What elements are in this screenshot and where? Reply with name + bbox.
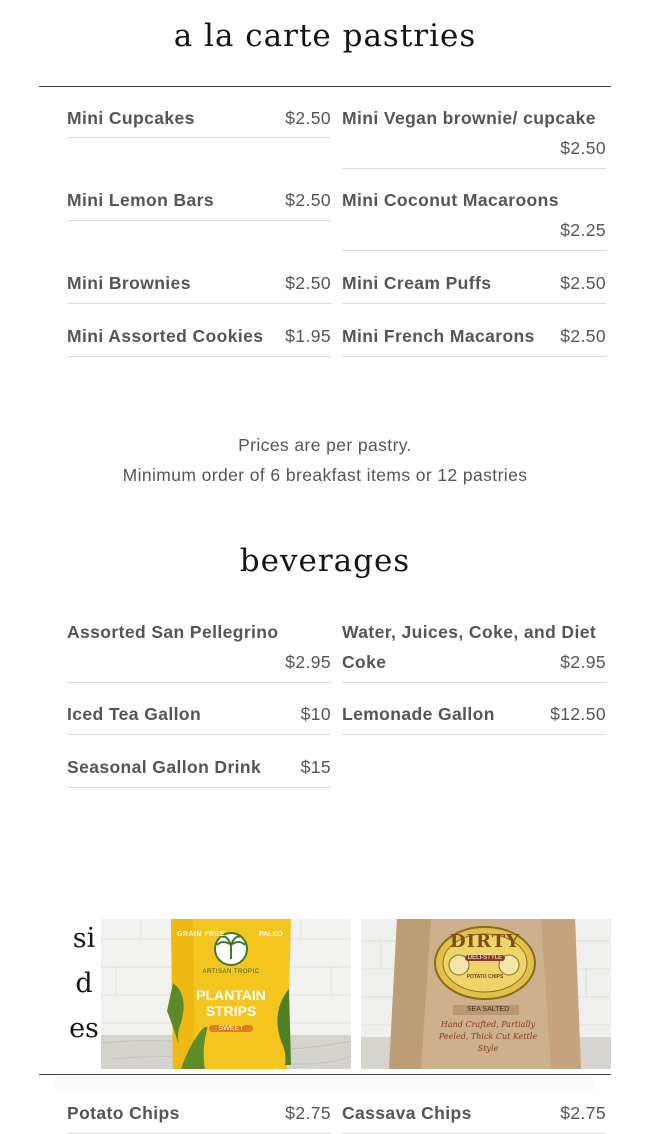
item-price: $2.95 <box>285 652 331 672</box>
menu-item-water-juices-coke <box>342 617 606 683</box>
pastries-divider <box>39 86 611 87</box>
item-price: $10 <box>300 704 331 724</box>
item-price: $2.50 <box>285 190 331 210</box>
menu-item-mini-french-macarons <box>342 321 606 357</box>
item-name: Mini Lemon Bars <box>67 190 214 210</box>
bag-product-name: POTATO CHIPS <box>466 974 504 980</box>
item-name: Lemonade Gallon <box>342 704 495 724</box>
bag-brand: DIRTY <box>450 931 520 952</box>
sides-divider <box>39 1074 611 1075</box>
item-name: Cassava Chips <box>342 1103 472 1123</box>
item-name: Mini Assorted Cookies <box>67 326 264 346</box>
bag-flavor: SWEET <box>209 1025 253 1032</box>
menu-item-mini-lemon-bars <box>67 185 331 221</box>
item-price: $2.75 <box>560 1103 606 1123</box>
item-name: Mini Vegan brownie/ cupcake <box>342 108 596 128</box>
bag-tag-paleo: PALEO <box>259 931 283 938</box>
item-price: $1.95 <box>285 326 331 346</box>
item-name: Mini Coconut Macaroons <box>342 190 559 210</box>
item-price: $15 <box>300 757 331 777</box>
bag-tag-grain-free: GRAIN FREE <box>177 931 226 938</box>
bag-product-name: PLANTAIN STRIPS <box>196 987 266 1019</box>
item-name: Potato Chips <box>67 1103 180 1123</box>
menu-item-mini-coconut-macaroons <box>342 185 606 251</box>
menu-item-mini-vegan-brownie-cupcake <box>342 103 606 169</box>
item-name: Assorted San Pellegrino <box>67 622 279 642</box>
pastries-heading: a la carte pastries <box>173 18 477 54</box>
menu-item-lemonade-gallon <box>342 699 606 735</box>
item-name: Seasonal Gallon Drink <box>67 757 262 777</box>
bag-tagline: Hand Crafted, Partially Peeled, Thick Cut Kettle Style <box>438 1020 538 1053</box>
item-price: $2.50 <box>560 326 606 346</box>
menu-item-potato-chips <box>67 1098 331 1134</box>
item-name: Iced Tea Gallon <box>67 704 202 724</box>
item-name: Mini Brownies <box>67 273 191 293</box>
bag-style: DELI-STYLE <box>465 955 505 961</box>
sides-heading <box>66 916 102 1051</box>
menu-item-iced-tea-gallon <box>67 699 331 735</box>
beverages-heading: beverages <box>239 543 411 579</box>
menu-item-mini-assorted-cookies <box>67 321 331 357</box>
bag-brand: ARTISAN TROPIC <box>202 969 260 975</box>
item-price: $2.50 <box>285 273 331 293</box>
item-name: Mini French Macarons <box>342 326 535 346</box>
item-price: $2.50 <box>560 273 606 293</box>
item-name: Mini Cupcakes <box>67 108 195 128</box>
potato-chips-photo <box>361 919 611 1069</box>
sides-heading-part-1: si <box>72 923 96 954</box>
menu-item-cassava-chips <box>342 1098 606 1134</box>
price-note: Prices are per pastry. <box>238 435 412 455</box>
sides-band <box>55 1076 595 1090</box>
pastry-notes <box>0 430 650 490</box>
menu-item-mini-brownies <box>67 268 331 304</box>
item-name: Water, Juices, Coke, and Diet <box>342 622 597 642</box>
item-price: $12.50 <box>550 704 606 724</box>
bag-flavor: SEA SALTED <box>466 1006 510 1013</box>
menu-item-mini-cream-puffs <box>342 268 606 304</box>
item-price: $2.50 <box>285 108 331 128</box>
item-price: $2.50 <box>560 138 606 158</box>
sides-heading-part-2: d <box>75 968 93 999</box>
plantain-strips-photo <box>101 919 351 1069</box>
item-price: $2.95 <box>560 652 606 672</box>
menu-item-mini-cupcakes <box>67 103 331 138</box>
item-name: Mini Cream Puffs <box>342 273 492 293</box>
minimum-order-note: Minimum order of 6 breakfast items or 12 pastries <box>122 465 528 485</box>
item-name-continued: Coke <box>342 652 387 672</box>
item-price: $2.75 <box>285 1103 331 1123</box>
menu-item-assorted-san-pellegrino <box>67 617 331 683</box>
item-price: $2.25 <box>560 220 606 240</box>
menu-item-seasonal-gallon-drink <box>67 752 331 788</box>
sides-heading-part-3: es <box>69 1013 99 1044</box>
